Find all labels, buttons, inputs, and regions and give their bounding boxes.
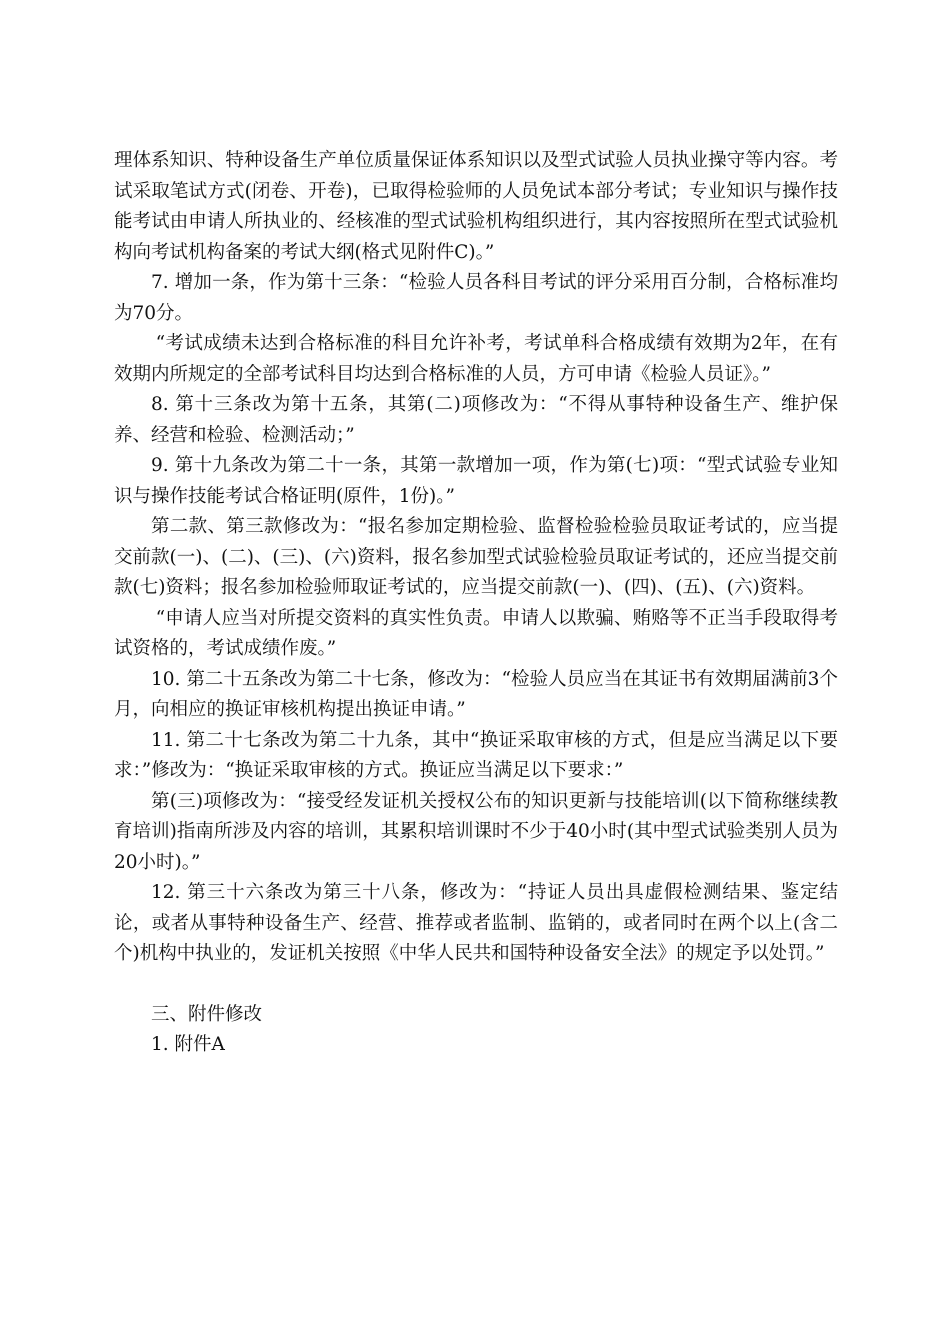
paragraph-item-9: 9. 第十九条改为第二十一条，其第一款增加一项，作为第(七)项：“型式试验专业知识与操作技能考试合格证明(原件，1份)。” [114, 455, 838, 507]
paragraph-continuation: 理体系知识、特种设备生产单位质量保证体系知识以及型式试验人员执业操守等内容。考试采取笔试方式(闭卷、开卷)，已取得检验师的人员免试本部分考试；专业知识与操作技能考试由申请人所执业的、经核准的型式试验机构组织进行，其内容按照所在型式试验机构向考试机构备案的考试大纲(格式见附件C)。” [114, 150, 838, 263]
paragraph-item-9-quote: “申请人应当对所提交资料的真实性负责。申请人以欺骗、贿赂等不正当手段取得考试资格的，考试成绩作废。” [114, 607, 838, 659]
document-body [114, 146, 838, 1061]
paragraph-item-11-clause: 第(三)项修改为：“接受经发证机关授权公布的知识更新与技能培训(以下简称继续教育培训)指南所涉及内容的培训，其累积培训课时不少于40小时(其中型式试验类别人员为20小时)。” [114, 790, 838, 873]
paragraph-attachment-a: 1. 附件A [151, 1034, 225, 1055]
paragraph-item-9-clause: 第二款、第三款修改为：“报名参加定期检验、监督检验检验员取证考试的，应当提交前款(一)、(二)、(三)、(六)资料，报名参加型式试验检验员取证考试的，还应当提交前款(七)资料；报名参加检验师取证考试的，应当提交前款(一)、(四)、(五)、(六)资料。 [114, 516, 838, 598]
paragraph-item-7: 7. 增加一条，作为第十三条：“检验人员各科目考试的评分采用百分制，合格标准均为70分。 [114, 272, 838, 324]
paragraph-item-10: 10. 第二十五条改为第二十七条，修改为：“检验人员应当在其证书有效期届满前3个月，向相应的换证审核机构提出换证申请。” [114, 668, 838, 720]
paragraph-item-11: 11. 第二十七条改为第二十九条，其中“换证采取审核的方式，但是应当满足以下要求：”修改为：“换证采取审核的方式。换证应当满足以下要求：” [114, 729, 838, 781]
paragraph-item-8: 8. 第十三条改为第十五条，其第(二)项修改为：“不得从事特种设备生产、维护保养、经营和检验、检测活动；” [114, 394, 838, 446]
paragraph-item-12: 12. 第三十六条改为第三十八条，修改为：“持证人员出具虚假检测结果、鉴定结论，或者从事特种设备生产、经营、推荐或者监制、监销的，或者同时在两个以上(含二个)机构中执业的，发证机关按照《中华人民共和国特种设备安全法》的规定予以处罚。” [114, 882, 838, 964]
paragraph-item-7-quote: “考试成绩未达到合格标准的科目允许补考，考试单科合格成绩有效期为2年，在有效期内所规定的全部考试科目均达到合格标准的人员，方可申请《检验人员证》。” [114, 333, 838, 385]
section-heading-attachment-changes: 三、附件修改 [151, 1003, 263, 1025]
